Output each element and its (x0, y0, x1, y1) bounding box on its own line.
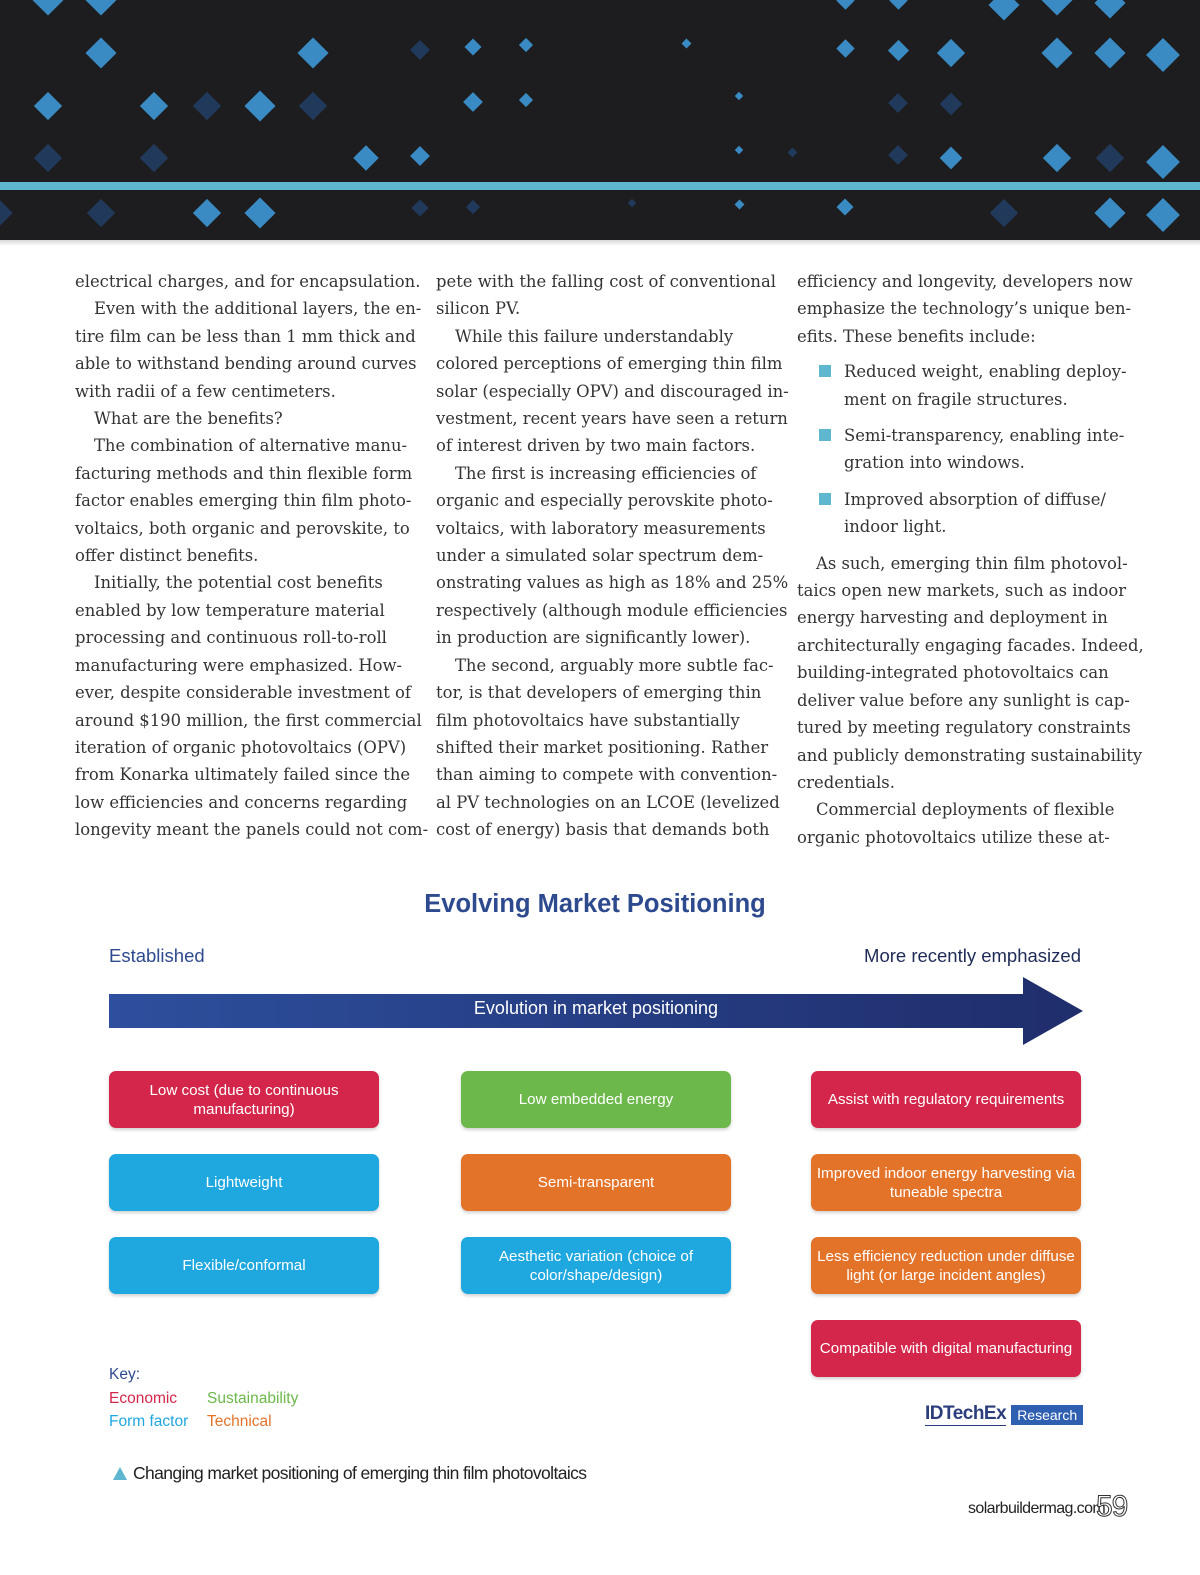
diamond-shape (519, 38, 533, 52)
diamond-shape (889, 0, 907, 9)
diamond-shape (1094, 0, 1125, 19)
text-line: and publicly demonstrating sustainability (797, 745, 1143, 765)
diamond-shape (244, 197, 275, 228)
logo-main: IDTechEx (925, 1403, 1007, 1424)
diamond-shape (735, 92, 743, 100)
text-line: from Konarka ultimately failed since the (75, 765, 411, 785)
box-low-embedded-energy: Low embedded energy (461, 1071, 731, 1128)
text-line: credentials. (797, 772, 895, 792)
diamond-shape (297, 37, 328, 68)
diamond-shape (0, 200, 13, 225)
diamond-shape (1146, 198, 1180, 232)
list-item-line: indoor light. (844, 517, 947, 537)
text-line: al PV technologies on an LCOE (levelized (436, 792, 780, 812)
diamond-shape (463, 92, 483, 112)
article-column-3 (797, 268, 1144, 851)
logo-research: Research (1011, 1405, 1083, 1425)
text-line: The first is increasing efficiencies of (455, 463, 757, 483)
text-line: deliver value before any sunlight is cap- (797, 690, 1130, 710)
text-line: around $190 million, the first commercial (75, 710, 422, 730)
figure-caption (113, 1463, 586, 1484)
key-economic: Economic (109, 1389, 178, 1407)
text-line: enabled by low temperature material (75, 600, 385, 620)
text-line: onstrating values as high as 18% and 25% (436, 573, 789, 593)
diamond-shape (1146, 38, 1180, 72)
list-item-line: Reduced weight, enabling deploy- (844, 362, 1127, 382)
diamond-shape (353, 145, 378, 170)
diamond-shape (299, 92, 327, 120)
diamond-shape (410, 146, 430, 166)
text-line: longevity meant the panels could not com- (75, 820, 429, 840)
text-line: in production are significantly lower). (436, 628, 751, 648)
idtechex-logo (925, 1403, 1083, 1426)
diamond-shape (410, 40, 430, 60)
box-regulatory: Assist with regulatory requirements (811, 1071, 1081, 1128)
text-line: As such, emerging thin film photovol- (816, 553, 1128, 573)
diamond-shape (244, 90, 275, 121)
diamond-shape (412, 200, 429, 217)
diamond-shape (937, 39, 965, 67)
diamond-shape (466, 200, 480, 214)
article-column-2 (436, 268, 789, 844)
box-digital-manufacturing: Compatible with digital manufacturing (811, 1320, 1081, 1377)
diamond-shape (940, 93, 963, 116)
diamond-shape (837, 199, 854, 216)
figure-title: Evolving Market Positioning (424, 890, 766, 918)
text-line: building-integrated photovoltaics can (797, 663, 1109, 683)
text-line: energy harvesting and deployment in (797, 608, 1108, 628)
text-line: manufacturing were emphasized. How- (75, 655, 403, 675)
text-line: tire film can be less than 1 mm thick and (75, 326, 416, 346)
text-line: colored perceptions of emerging thin film (436, 354, 783, 374)
text-line: efficiency and longevity, developers now (797, 272, 1133, 291)
text-line: facturing methods and thin flexible form (75, 463, 413, 483)
header-banner (0, 0, 1200, 240)
text-line: taics open new markets, such as indoor (797, 581, 1127, 601)
banner-stripe (0, 182, 1200, 190)
diamond-shape (888, 145, 908, 165)
diamond-shape (193, 199, 221, 227)
diamond-shape (85, 0, 116, 16)
diamond-shape (465, 39, 482, 56)
subheading: What are the benefits? (94, 409, 283, 429)
page-number: 59 (1096, 1490, 1128, 1523)
diamond-shape (735, 146, 743, 154)
diamond-shape (85, 37, 116, 68)
text-line: with radii of a few centimeters. (75, 381, 336, 401)
text-line: low efficiencies and concerns regarding (75, 792, 408, 812)
text-line: pete with the falling cost of conventional (436, 272, 776, 291)
article-column-1 (75, 268, 429, 844)
text-line: Commercial deployments of flexible (816, 800, 1115, 820)
diamond-shape (888, 93, 908, 113)
text-line: The combination of alternative manu- (94, 436, 408, 456)
diamond-shape (940, 147, 963, 170)
footer-url: solarbuildermag.com (968, 1500, 1106, 1517)
text-line: tor, is that developers of emerging thin (436, 683, 762, 703)
square-bullet-icon (819, 429, 831, 441)
box-aesthetic-variation: Aesthetic variation (choice of color/shape/design) (461, 1237, 731, 1294)
text-line: film photovoltaics have substantially (436, 710, 740, 730)
diamond-shape (988, 0, 1019, 21)
box-flexible-conformal: Flexible/conformal (109, 1237, 379, 1294)
triangle-icon (113, 1467, 127, 1480)
text-line: factor enables emerging thin film photo- (75, 491, 412, 511)
diamond-shape (87, 199, 115, 227)
diamond-shape (193, 92, 221, 120)
diamond-shape (1094, 197, 1125, 228)
text-line: organic and especially perovskite photo- (436, 491, 773, 511)
box-indoor-harvesting: Improved indoor energy harvesting via tuneable spectra (811, 1154, 1081, 1211)
diamond-shape (628, 199, 636, 207)
text-line: shifted their market positioning. Rather (436, 737, 769, 757)
diamond-shape (787, 147, 797, 157)
key-title: Key: (109, 1366, 141, 1383)
box-diffuse-light: Less efficiency reduction under diffuse light (or large incident angles) (811, 1237, 1081, 1294)
square-bullet-icon (819, 493, 831, 505)
text-line: voltaics, with laboratory measurements (436, 518, 766, 538)
list-item-line: Improved absorption of diffuse/ (844, 489, 1106, 509)
text-line: under a simulated solar spectrum dem- (436, 546, 764, 566)
text-line: While this failure understandably (455, 326, 734, 346)
list-item (797, 422, 1127, 477)
list-item-line: Semi-transparency, enabling inte- (844, 426, 1125, 446)
benefits-list (797, 358, 1127, 540)
text-line: tured by meeting regulatory constraints (797, 718, 1131, 738)
text-line: Even with the additional layers, the en- (94, 299, 422, 319)
text-line: organic photovoltaics utilize these at- (797, 827, 1110, 847)
diamond-shape (990, 199, 1018, 227)
text-line: voltaics, both organic and perovskite, to (75, 518, 410, 538)
list-item-line: ment on fragile structures. (844, 389, 1068, 409)
diamond-shape (32, 0, 63, 16)
diamond-shape (836, 39, 854, 57)
text-line: Initially, the potential cost benefits (94, 573, 383, 593)
text-line: vestment, recent years have seen a return (436, 409, 788, 429)
diamond-shape (1146, 145, 1180, 179)
banner-shadow (0, 240, 1200, 246)
text-line: of interest driven by two main factors. (436, 436, 756, 456)
key-form-factor: Form factor (109, 1413, 189, 1430)
text-line: iteration of organic photovoltaics (OPV) (75, 737, 407, 757)
diamond-shape (734, 199, 744, 209)
text-line: than aiming to compete with convention- (436, 765, 778, 785)
box-lightweight: Lightweight (109, 1154, 379, 1211)
diamond-shape (1041, 37, 1072, 68)
diamond-shape (887, 39, 908, 60)
diamond-shape (519, 93, 533, 107)
key-sustainability: Sustainability (207, 1389, 299, 1407)
arrow-label: Evolution in market positioning (473, 998, 719, 1018)
text-line: efits. These benefits include: (797, 326, 1036, 346)
diamond-shape (1094, 37, 1125, 68)
diamond-shape (1043, 144, 1071, 172)
text-line: The second, arguably more subtle fac- (455, 655, 774, 675)
diamond-shape (1096, 144, 1124, 172)
text-line: silicon PV. (436, 299, 521, 319)
text-line: architecturally engaging facades. Indeed, (797, 635, 1144, 655)
text-line: able to withstand bending around curves (75, 354, 417, 374)
caption-text: Changing market positioning of emerging thin film photovoltaics (133, 1463, 587, 1483)
diamond-shape (681, 38, 691, 48)
figure-key (109, 1363, 305, 1434)
diamond-shape (34, 92, 62, 120)
text-line: offer distinct benefits. (75, 546, 259, 566)
text-line: ever, despite considerable investment of (75, 683, 411, 703)
diamond-shape (140, 144, 168, 172)
text-line: respectively (although module efficiencies (436, 600, 788, 620)
list-item (797, 486, 1127, 541)
diamond-shape (836, 0, 854, 9)
recently-emphasized-label: More recently emphasized (864, 945, 1081, 966)
diamond-shape (34, 144, 62, 172)
text-line: cost of energy) basis that demands both (436, 820, 770, 840)
diamond-shape (1041, 0, 1072, 16)
established-label: Established (109, 945, 205, 966)
text-line: emphasize the technology’s unique ben- (797, 299, 1132, 319)
diamond-shape (140, 92, 168, 120)
list-item (797, 358, 1127, 413)
text-line: electrical charges, and for encapsulation. (75, 272, 421, 291)
box-low-cost: Low cost (due to continuous manufacturing) (109, 1071, 379, 1128)
square-bullet-icon (819, 365, 831, 377)
list-item-line: gration into windows. (844, 453, 1025, 473)
key-technical: Technical (207, 1413, 272, 1430)
text-line: solar (especially OPV) and discouraged in- (436, 381, 789, 401)
box-semi-transparent: Semi-transparent (461, 1154, 731, 1211)
text-line: processing and continuous roll-to-roll (75, 628, 387, 648)
